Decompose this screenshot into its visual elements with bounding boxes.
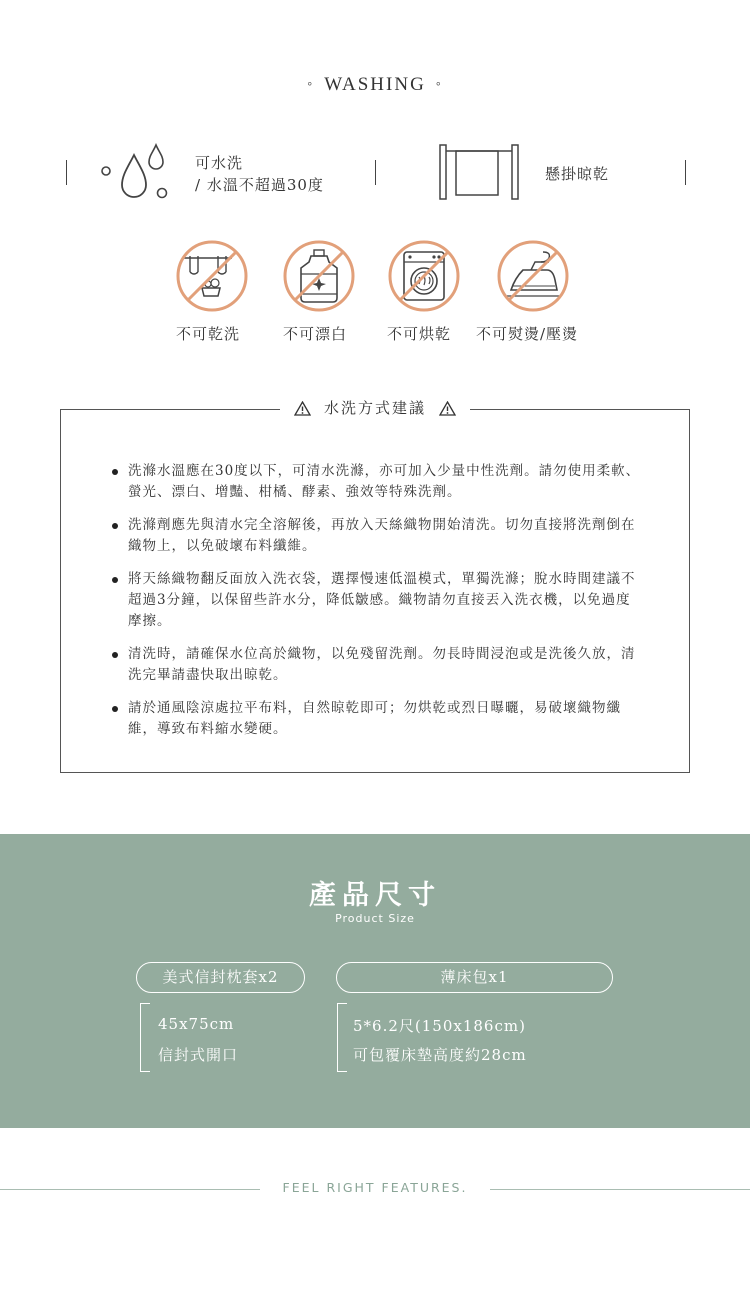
no-tumble-dry-icon xyxy=(388,240,460,312)
no-tumble-dry-label: 不可烘乾 xyxy=(387,325,452,343)
hand-wash-line1: 可水洗 xyxy=(195,154,244,172)
water-drops-icon xyxy=(98,143,176,201)
divider-middle xyxy=(375,160,376,185)
footer-tagline: FEEL RIGHT FEATURES. xyxy=(282,1180,468,1195)
fitted-sheet-pill: 薄床包x1 xyxy=(336,962,613,993)
fitted-sheet-size: 5*6.2尺(150x186cm) xyxy=(353,1017,526,1035)
warning-icon xyxy=(439,401,456,416)
pillowcase-bracket xyxy=(140,1003,150,1072)
no-dry-clean-icon xyxy=(176,240,248,312)
title-dot-left: ◦ xyxy=(307,77,315,92)
advice-title-text: 水洗方式建議 xyxy=(323,399,426,417)
advice-item-3: 將天絲織物翻反面放入洗衣袋，選擇慢速低溫模式，單獨洗滌；脫水時間建議不超過3分鐘，以保留些許水分，降低皺感。織物請勿直接丟入洗衣機，以免過度摩擦。 xyxy=(112,569,642,632)
advice-item-1: 洗滌水溫應在30度以下，可清水洗滌，亦可加入少量中性洗劑。請勿使用柔軟、螢光、漂白、增豔、柑橘、酵素、強效等特殊洗劑。 xyxy=(112,461,642,503)
pillowcase-pill: 美式信封枕套x2 xyxy=(136,962,305,993)
pillowcase-size: 45x75cm xyxy=(158,1015,235,1033)
hanging-rack-icon xyxy=(438,143,520,201)
hang-dry-label: 懸掛晾乾 xyxy=(545,165,610,183)
advice-title xyxy=(0,397,750,418)
title-dot-right: ◦ xyxy=(435,77,443,92)
no-dry-clean-label: 不可乾洗 xyxy=(176,325,241,343)
product-size-subtitle: Product Size xyxy=(335,912,415,925)
no-iron-icon xyxy=(497,240,569,312)
no-bleach-label: 不可漂白 xyxy=(283,325,348,343)
advice-item-5: 請於通風陰涼處拉平布料，自然晾乾即可；勿烘乾或烈日曝曬，易破壞織物纖維，導致布料縮水變硬。 xyxy=(112,698,642,740)
hand-wash-line2: / 水溫不超過30度 xyxy=(195,176,324,194)
washing-title-text: WASHING xyxy=(324,74,426,95)
advice-item-4: 清洗時，請確保水位高於織物，以免殘留洗劑。勿長時間浸泡或是洗後久放，清洗完畢請盡快取出晾乾。 xyxy=(112,644,642,686)
divider-left xyxy=(66,160,67,185)
advice-item-2: 洗滌劑應先與清水完全溶解後，再放入天絲織物開始清洗。切勿直接將洗劑倒在織物上，以免破壞布料纖維。 xyxy=(112,515,642,557)
product-size-title: 產品尺寸 xyxy=(309,880,441,911)
divider-right xyxy=(685,160,686,185)
pillowcase-opening: 信封式開口 xyxy=(158,1046,239,1064)
no-iron-label: 不可熨燙/壓燙 xyxy=(476,325,579,343)
no-bleach-icon xyxy=(283,240,355,312)
fitted-sheet-bracket xyxy=(337,1003,347,1072)
washing-title xyxy=(0,74,750,96)
hand-wash-label xyxy=(195,152,324,196)
advice-list xyxy=(112,461,642,752)
fitted-sheet-depth: 可包覆床墊高度約28cm xyxy=(353,1046,527,1064)
warning-icon xyxy=(294,401,311,416)
